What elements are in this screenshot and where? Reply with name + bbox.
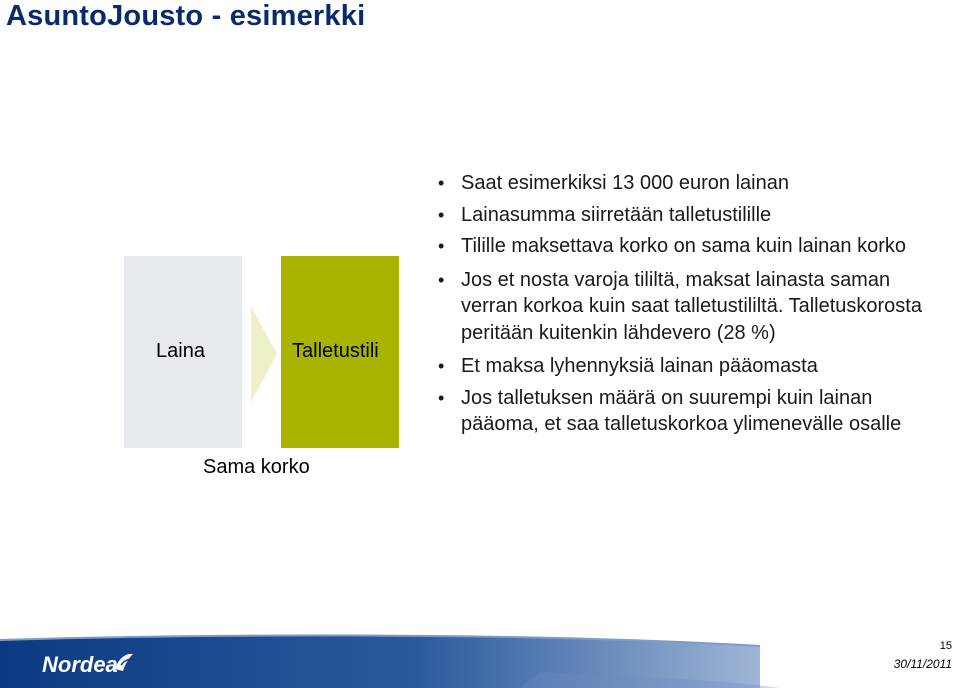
bullet-item: • Jos et nosta varoja tililtä, maksat lainasta saman verran korkoa kuin saat talletustililtä. Talletuskorosta peritään kuitenkin lähdevero (28 %)	[438, 267, 938, 347]
bullet-item: • Tilille maksettava korko on sama kuin lainan korko	[438, 233, 938, 260]
page-number: 15	[939, 640, 952, 652]
loan-label: Laina	[156, 340, 205, 362]
bullet-list	[438, 170, 938, 445]
deposit-label: Talletustili	[292, 340, 379, 362]
bullet-item: • Et maksa lyhennyksiä lainan pääomasta	[438, 353, 938, 380]
nordea-logo-icon	[113, 651, 135, 673]
bullet-item: • Lainasumma siirretään talletustilille	[438, 202, 938, 229]
bullet-item: • Jos talletuksen määrä on suurempi kuin lainan pääoma, et saa talletuskorkoa ylimenevälle osalle	[438, 385, 938, 438]
bullet-item: • Saat esimerkiksi 13 000 euron lainan	[438, 170, 938, 197]
slide-title: AsuntoJousto - esimerkki	[6, 0, 366, 32]
nordea-logo-text: Nordea	[42, 652, 118, 677]
footer-band	[0, 632, 960, 688]
arrow-right-icon	[251, 306, 277, 402]
footer-date: 30/11/2011	[893, 657, 952, 671]
same-rate-label: Sama korko	[203, 456, 310, 478]
